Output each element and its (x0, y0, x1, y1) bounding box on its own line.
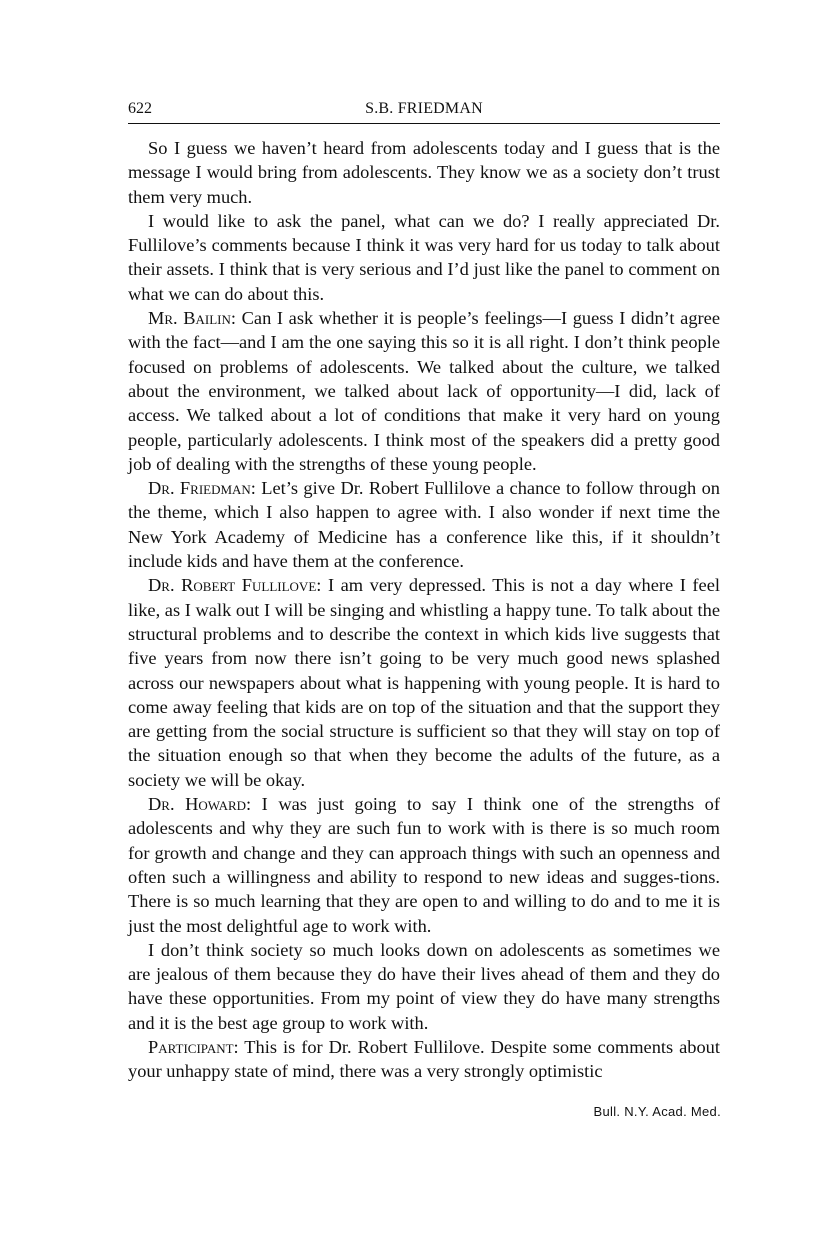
body-text (128, 136, 720, 1084)
paragraph-text: Let’s give Dr. Robert Fullilove a chance to follow through on the theme, which I also happen to agree with. I also wonder if next time the New York Academy of Medicine has a conference like this, if it shouldn’t include kids and have them at the conference. (128, 478, 720, 572)
journal-footer: Bull. N.Y. Acad. Med. (593, 1104, 721, 1119)
paragraph (128, 209, 720, 306)
paragraph (128, 938, 720, 1035)
speaker-name: Dr. Robert Fullilove: (148, 575, 322, 596)
page-number: 622 (128, 100, 152, 117)
paragraph (128, 792, 720, 938)
paragraph-text: I would like to ask the panel, what can we do? I really appreciated Dr. Fullilove’s comments because I think it was very hard for us today to talk about their assets. I think that is very serious and I’d just like the panel to comment on what we can do about this. (128, 210, 720, 304)
paragraph (128, 1035, 720, 1084)
paragraph-text: I don’t think society so much looks down on adolescents as sometimes we are jealous of them because they do have their lives ahead of them and they do have these opportunities. From my point of view they do have many strengths and it is the best age group to work with. (128, 939, 720, 1033)
paragraph-text: I am very depressed. This is not a day where I feel like, as I walk out I will be singing and whistling a happy tune. To talk about the structural problems and to describe the context in which kids live suggests that five years from now there isn’t going to be very much good news splashed across our newspapers about what is happening with young people. It is hard to come away feeling that kids are on top of the situation and that the support they are getting from the social structure is sufficient so that they will stay on top of the situation enough so that when they become the adults of the future, as a society we will be okay. (128, 575, 720, 790)
paragraph-text: Can I ask whether it is people’s feelings—I guess I didn’t agree with the fact—and I am the one saying this so it is all right. I don’t think people focused on problems of adolescents. We talked about the culture, we talked about the environment, we talked about lack of opportunity—I did, lack of access. We talked about a lot of conditions that make it very hard on young people, particularly adolescents. I think most of the speakers did a pretty good job of dealing with the strengths of these young people. (128, 308, 720, 474)
running-head: S.B. FRIEDMAN (365, 100, 483, 117)
paragraph-text: This is for Dr. Robert Fullilove. Despite some comments about your unhappy state of mind, there was a very strongly optimistic (128, 1036, 720, 1082)
paragraph (128, 476, 720, 573)
page-header (128, 99, 720, 124)
speaker-name: Dr. Friedman: (148, 478, 256, 499)
paragraph (128, 306, 720, 476)
paragraph-text: So I guess we haven’t heard from adolescents today and I guess that is the message I would bring from adolescents. They know we as a society don’t trust them very much. (128, 138, 720, 207)
paragraph (128, 573, 720, 792)
paragraph-text: I was just going to say I think one of the strengths of adolescents and why they are such fun to work with is there is so much room for growth and change and they can approach things with such an openness and often such a willingness and ability to respond to new ideas and sugges-tions. There is so much learning that they are open to and willing to do and to me it is just the most delightful age to work with. (128, 794, 720, 936)
speaker-name: Dr. Howard: (148, 794, 252, 815)
speaker-name: Participant: (148, 1036, 239, 1057)
paragraph (128, 136, 720, 209)
speaker-name: Mr. Bailin: (148, 308, 237, 329)
